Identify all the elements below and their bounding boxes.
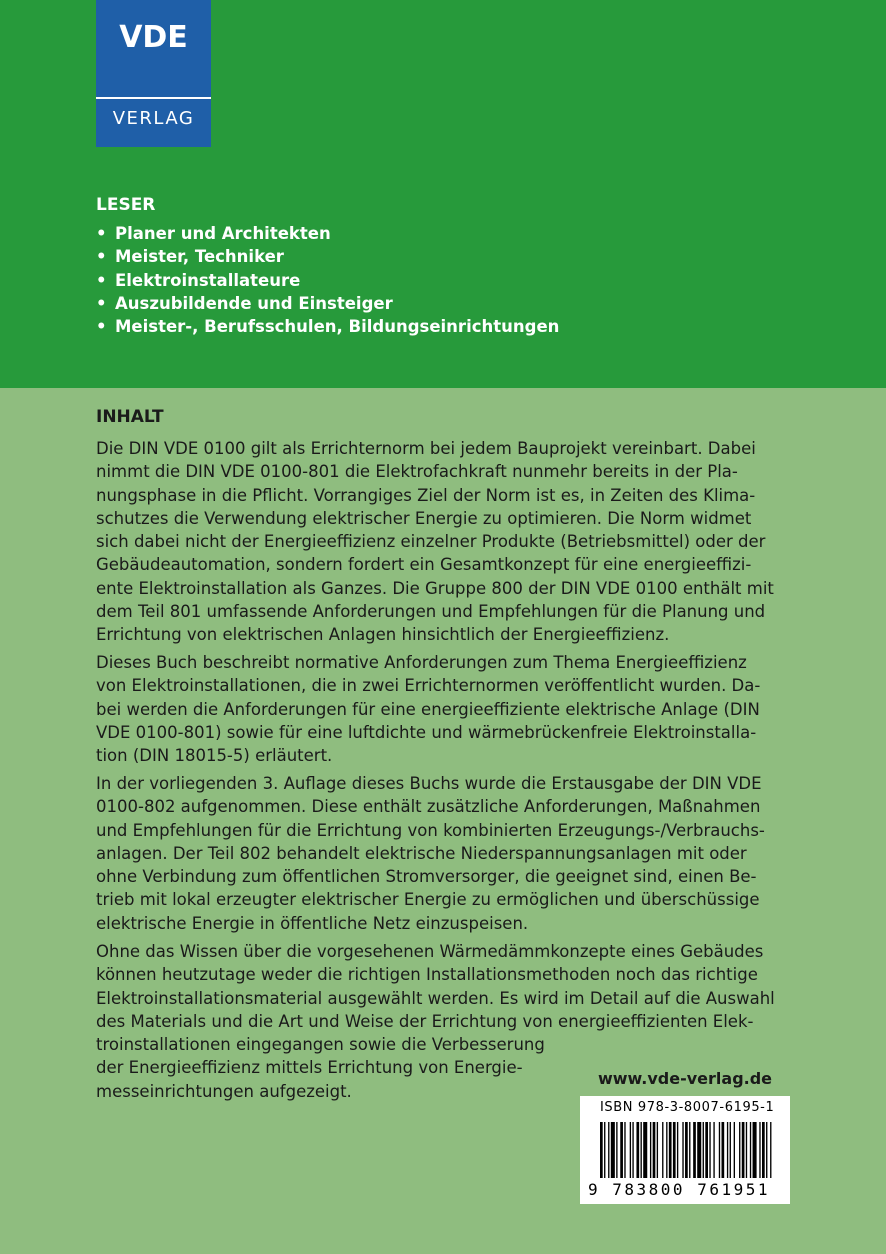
leser-list bbox=[96, 222, 559, 338]
paragraph-1: Die DIN VDE 0100 gilt als Errichternorm bei jedem Bauprojekt vereinbart. Dabei nimmt die DIN VDE 0100-801 die Elektrofachkraft nunmehr bereits in der Pla- nungsphase in die Pflicht. Vorrangiges Ziel der Norm ist es, in Zeiten des Klima- schutzes die Verwendung elektrischer Energie zu optimieren. Die Norm widmet sich dabei nicht der Energieeffizienz einzelner Produkte (Betriebsmittel) oder der Gebäudeautomation, sondern fordert ein Gesamtkonzept für eine energieeffizi- ente Elektroinstallation als Ganzes. Die Gruppe 800 der DIN VDE 0100 enthält mit dem Teil 801 umfassende Anforderungen und Empfehlungen für die Planung und Errichtung von elektrischen Anlagen hinsichtlich der Energieeffizienz. bbox=[96, 439, 774, 645]
barcode-bar bbox=[750, 1122, 751, 1178]
barcode-bar bbox=[730, 1122, 731, 1178]
website-link[interactable]: www.vde-verlag.de bbox=[597, 1069, 773, 1088]
barcode-bar bbox=[662, 1122, 663, 1178]
barcode-bar bbox=[685, 1122, 688, 1178]
barcode-bar bbox=[604, 1122, 605, 1178]
barcode-bar bbox=[722, 1122, 725, 1178]
barcode-bar bbox=[657, 1122, 658, 1178]
leser-item: • Elektroinstallateure bbox=[96, 269, 559, 292]
leser-item: • Planer und Architekten bbox=[96, 222, 559, 245]
barcode-bar bbox=[742, 1122, 745, 1178]
barcode-bar bbox=[739, 1122, 740, 1178]
barcode-bar bbox=[666, 1122, 667, 1178]
leser-heading: LESER bbox=[96, 195, 156, 215]
barcode-bar bbox=[669, 1122, 672, 1178]
barcode-bar bbox=[753, 1122, 757, 1178]
barcode-bar bbox=[734, 1122, 735, 1178]
bullet-icon: • bbox=[96, 317, 107, 337]
barcode-bar bbox=[766, 1122, 767, 1178]
barcode-bar bbox=[611, 1122, 615, 1178]
isbn-label: ISBN 978-3-8007-6195-1 bbox=[600, 1100, 775, 1115]
bullet-icon: • bbox=[96, 270, 107, 290]
barcode-bar bbox=[709, 1122, 710, 1178]
vde-verlag-logo[interactable] bbox=[96, 0, 211, 147]
barcode-bar bbox=[624, 1122, 625, 1178]
barcode-bar bbox=[641, 1122, 642, 1178]
barcode-bar bbox=[719, 1122, 720, 1178]
barcode-bar bbox=[653, 1122, 656, 1178]
barcode-bar bbox=[677, 1122, 678, 1178]
paragraph-3: In der vorliegenden 3. Auflage dieses Buchs wurde die Erstausgabe der DIN VDE 0100-802 aufgenommen. Diese enthält zusätzliche Anforderungen, Maßnahmen und Empfehlungen für die Errichtung von kombinierten Erzeugungs-/Verbrauchs- anlagen. Der Teil 802 behandelt elektrische Niederspannungsanlagen mit oder ohne Verbindung zum öffentlichen Stromversorger, die geeignet sind, einen Be- trieb mit lokal erzeugter elektrischer Energie zu ermöglichen und überschüssige elektrische Energie in öffentliche Netz einzuspeisen. bbox=[96, 774, 765, 933]
barcode-bar bbox=[630, 1122, 631, 1178]
barcode-bar bbox=[608, 1122, 609, 1178]
leser-item: • Auszubildende und Einsteiger bbox=[96, 292, 559, 315]
barcode-bar bbox=[746, 1122, 747, 1178]
barcode-bar bbox=[759, 1122, 760, 1178]
barcode-bar bbox=[762, 1122, 765, 1178]
barcode-bar bbox=[636, 1122, 639, 1178]
bullet-icon: • bbox=[96, 247, 107, 267]
barcode-bar bbox=[770, 1122, 771, 1178]
logo-vde-text: VDE bbox=[119, 20, 188, 55]
bullet-icon: • bbox=[96, 224, 107, 243]
paragraph-2: Dieses Buch beschreibt normative Anforderungen zum Thema Energieeffizienz von Elektroinstallationen, die in zwei Errichternormen veröffentlicht wurden. Da- bei werden die Anforderungen für eine energieeffiziente elektrische Anlage (DIN VDE 0100-801) sowie für eine luftdichte und wärmebrückenfreie Elektroinstalla- tion (DIN 18015-5) erläutert. bbox=[96, 653, 761, 766]
barcode-bar bbox=[703, 1122, 704, 1178]
barcode-digits: 9 783800 761951 bbox=[588, 1180, 770, 1199]
barcode-bar bbox=[632, 1122, 633, 1178]
barcode-bar bbox=[616, 1122, 617, 1178]
barcode-bar bbox=[620, 1122, 623, 1178]
barcode-bar bbox=[693, 1122, 696, 1178]
barcode-bar bbox=[697, 1122, 701, 1178]
barcode-bar bbox=[650, 1122, 651, 1178]
bullet-icon: • bbox=[96, 293, 107, 313]
barcode-bar bbox=[682, 1122, 683, 1178]
barcode-bar bbox=[689, 1122, 690, 1178]
isbn-barcode-box bbox=[580, 1096, 790, 1204]
paragraph-4: Ohne das Wissen über die vorgesehenen Wärmedämmkonzepte eines Gebäudes können heutzutage weder die richtigen Installationsmethoden noch das richtige Elektroinstallationsmaterial ausgewählt werden. Es wird im Detail auf die Auswahl des Materials und die Art und Weise der Errichtung von energieeffizienten Elek- troinstallationen eingegangen sowie die Verbesserung der Energieeffizienz mittels Errichtung von Energie- messeinrichtungen aufgezeigt. bbox=[96, 942, 775, 1101]
leser-item: • Meister, Techniker bbox=[96, 245, 559, 268]
barcode-bar bbox=[673, 1122, 676, 1178]
barcode-bar bbox=[705, 1122, 708, 1178]
leser-item: • Meister-, Berufsschulen, Bildungseinrichtungen bbox=[96, 315, 559, 338]
barcode-bar bbox=[643, 1122, 647, 1178]
inhalt-heading: INHALT bbox=[96, 407, 164, 427]
logo-verlag-text: VERLAG bbox=[112, 108, 195, 129]
barcode-bar bbox=[727, 1122, 728, 1178]
logo-divider bbox=[96, 97, 211, 99]
barcode-bar bbox=[600, 1122, 603, 1178]
barcode-bar bbox=[713, 1122, 714, 1178]
